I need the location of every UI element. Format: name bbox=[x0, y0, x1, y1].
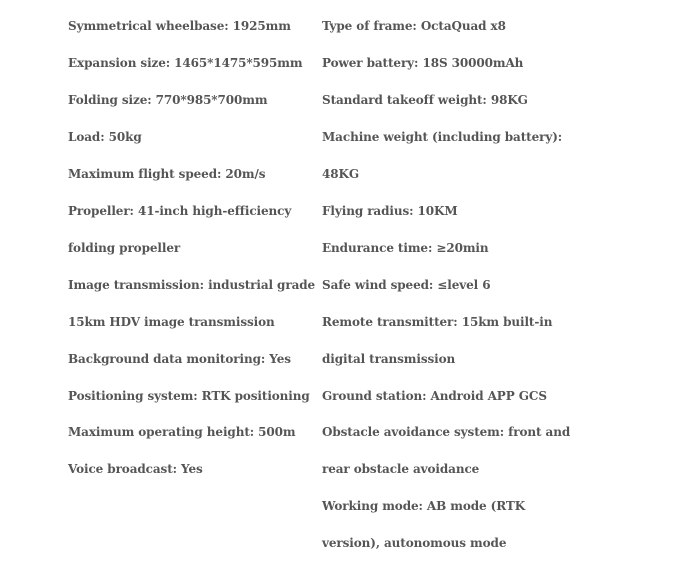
spec-remote-transmitter: Remote transmitter: 15km built-in digital transmission bbox=[322, 314, 553, 366]
spec-image-transmission: Image transmission: industrial grade 15km HDV image transmission bbox=[68, 277, 316, 329]
spec-propeller: Propeller: 41-inch high-efficiency folding propeller bbox=[68, 203, 292, 255]
spec-max-operating-height: Maximum operating height: 500m bbox=[68, 425, 296, 440]
spec-positioning-system: Positioning system: RTK positioning bbox=[68, 388, 310, 403]
spec-symmetrical-wheelbase: Symmetrical wheelbase: 1925mm bbox=[68, 19, 291, 33]
spec-folding-size: Folding size: 770*985*700mm bbox=[68, 92, 268, 107]
spec-flying-radius: Flying radius: 10KM bbox=[322, 203, 458, 218]
spec-standard-takeoff-weight: Standard takeoff weight: 98KG bbox=[322, 92, 528, 107]
spec-ground-station: Ground station: Android APP GCS bbox=[322, 388, 547, 403]
spec-frame-type: Type of frame: OctaQuad x8 bbox=[322, 19, 506, 33]
spec-load: Load: 50kg bbox=[68, 129, 142, 144]
spec-background-data-monitoring: Background data monitoring: Yes bbox=[68, 351, 291, 366]
spec-column-left bbox=[68, 8, 322, 562]
spec-table bbox=[68, 8, 582, 562]
spec-column-right bbox=[322, 8, 582, 562]
spec-voice-broadcast: Voice broadcast: Yes bbox=[68, 462, 203, 477]
spec-obstacle-avoidance-system: Obstacle avoidance system: front and rear obstacle avoidance bbox=[322, 425, 571, 477]
spec-max-flight-speed: Maximum flight speed: 20m/s bbox=[68, 166, 266, 181]
spec-expansion-size: Expansion size: 1465*1475*595mm bbox=[68, 55, 303, 70]
spec-machine-weight: Machine weight (including battery): 48KG bbox=[322, 129, 563, 181]
spec-power-battery: Power battery: 18S 30000mAh bbox=[322, 55, 524, 70]
spec-endurance-time: Endurance time: ≥20min bbox=[322, 240, 489, 255]
spec-working-mode: Working mode: AB mode (RTK version), autonomous mode bbox=[322, 499, 526, 551]
spec-safe-wind-speed: Safe wind speed: ≤level 6 bbox=[322, 277, 491, 292]
